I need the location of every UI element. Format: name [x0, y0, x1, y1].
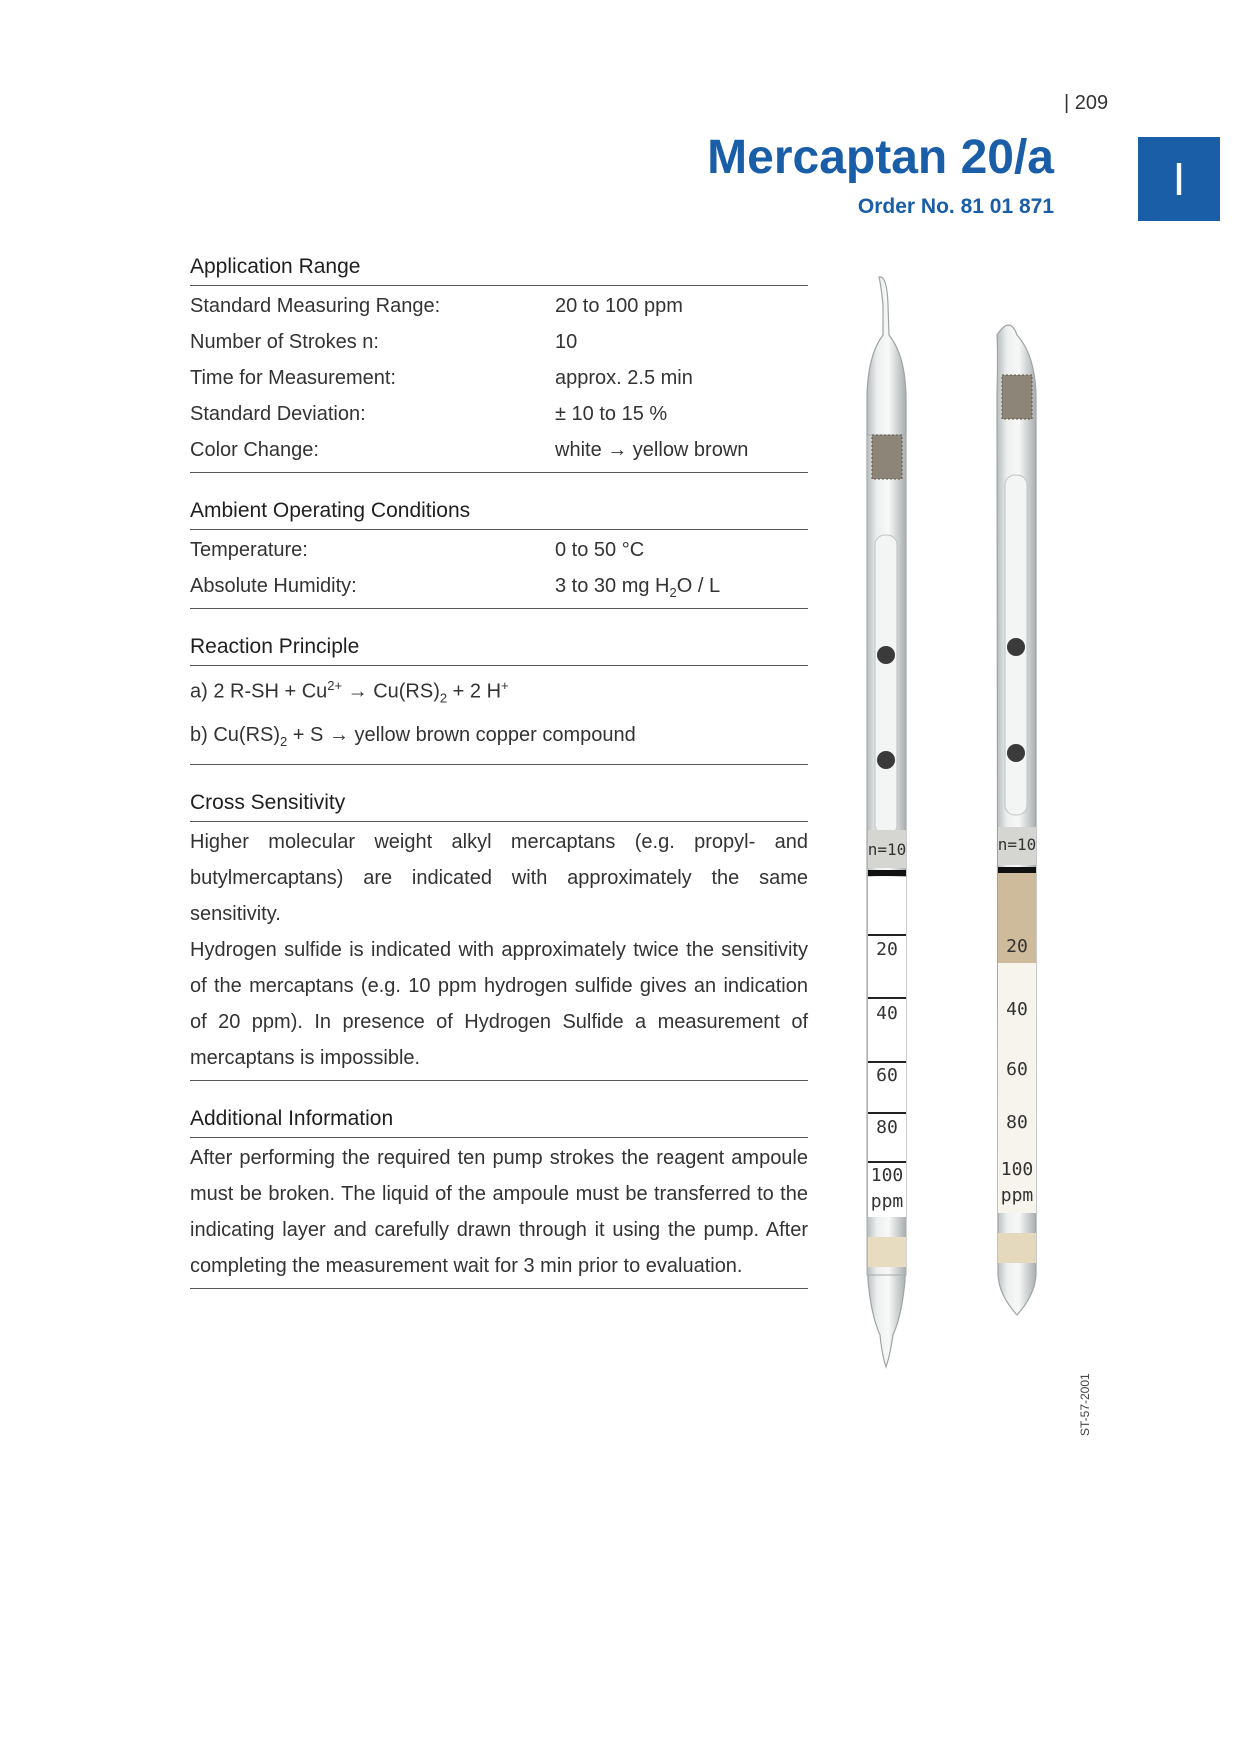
paragraph: After performing the required ten pump strokes the reagent ampoule must be broken. The liquid of the ampoule must be transferred to the indicating layer and carefully drawn through it using the pump. After completing the measurement wait for 3 min prior to evaluation.: [190, 1146, 808, 1277]
stroke-label: n=10: [997, 835, 1037, 854]
spec-row: [190, 568, 808, 604]
scale-label: 20: [1006, 936, 1028, 957]
spec-label: Absolute Humidity:: [190, 575, 357, 597]
spec-value: approx. 2.5 min: [555, 367, 693, 389]
spec-row: [190, 360, 808, 396]
scale-label: 80: [1006, 1112, 1028, 1133]
spec-label: Number of Strokes n:: [190, 331, 379, 353]
scale-label: 40: [876, 1003, 898, 1024]
detector-tubes-photo: [835, 275, 1090, 1515]
reaction-principle-section: [190, 635, 808, 765]
spec-label: Standard Measuring Range:: [190, 295, 441, 317]
spec-value: white → yellow brown: [555, 439, 749, 461]
spec-label: Time for Measurement:: [190, 367, 396, 389]
scale-label: 40: [1006, 999, 1028, 1020]
section-title: Application Range: [190, 255, 808, 286]
page-number: | 209: [1064, 92, 1109, 114]
unit-label: ppm: [1000, 1185, 1034, 1206]
section-title: Reaction Principle: [190, 635, 808, 666]
cross-sensitivity-section: [190, 791, 808, 1081]
scale-label: 20: [876, 939, 898, 960]
spec-value: ± 10 to 15 %: [555, 403, 668, 425]
spec-row: [190, 396, 808, 432]
spec-row: [190, 532, 808, 568]
datasheet-content: [190, 255, 808, 1315]
spec-row: [190, 432, 808, 468]
scale-label: 100: [1000, 1159, 1034, 1180]
stroke-label: n=10: [867, 840, 907, 859]
order-number: Order No. 81 01 871: [857, 195, 1054, 218]
section-title: Ambient Operating Conditions: [190, 499, 808, 530]
spec-value: 0 to 50 °C: [555, 539, 645, 561]
scale-label: 80: [876, 1117, 898, 1138]
used-tube: [997, 325, 1036, 1315]
paragraph: Hydrogen sulfide is indicated with approximately twice the sensitivity of the mercaptans (e.g. 10 ppm hydrogen sulfide gives an indication of 20 ppm). In presence of Hydrogen Sulfide a measurement of mercaptans is impossible.: [190, 938, 808, 1069]
paragraph: Higher molecular weight alkyl mercaptans (e.g. propyl- and butylmercaptans) are indicated with approximately the same sensitivity.: [190, 830, 808, 925]
spec-label: Standard Deviation:: [190, 403, 366, 425]
section-title: Additional Information: [190, 1107, 808, 1138]
chapter-tab: I: [1138, 137, 1220, 221]
reaction-a: a) 2 $R-SH + Cu^{2+} \to Cu(RS)_2 + 2$ H+: [190, 678, 509, 706]
page-title: Mercaptan 20/a: [707, 131, 1054, 184]
spec-row: [190, 288, 808, 324]
unit-label: ppm: [870, 1191, 904, 1212]
ambient-conditions-section: [190, 499, 808, 609]
additional-information-section: [190, 1107, 808, 1289]
spec-value: 20 to 100 ppm: [555, 295, 683, 317]
scale-label: 60: [876, 1065, 898, 1086]
reaction-b: b) $Cu(RS)_2 + S$ → yellow brown copper compound: [190, 723, 636, 749]
section-title: Cross Sensitivity: [190, 791, 808, 822]
spec-row: [190, 324, 808, 360]
application-range-section: [190, 255, 808, 473]
spec-label: Temperature:: [190, 539, 308, 561]
spec-label: Color Change:: [190, 439, 319, 461]
scale-label: 100: [870, 1165, 904, 1186]
image-code: ST-57-2001: [1078, 1373, 1092, 1436]
spec-value: 10: [555, 331, 578, 353]
spec-value: 3 to 30 mg $H_2O$ / L: [555, 575, 721, 600]
scale-label: 60: [1006, 1059, 1028, 1080]
unused-tube: [867, 275, 907, 1515]
